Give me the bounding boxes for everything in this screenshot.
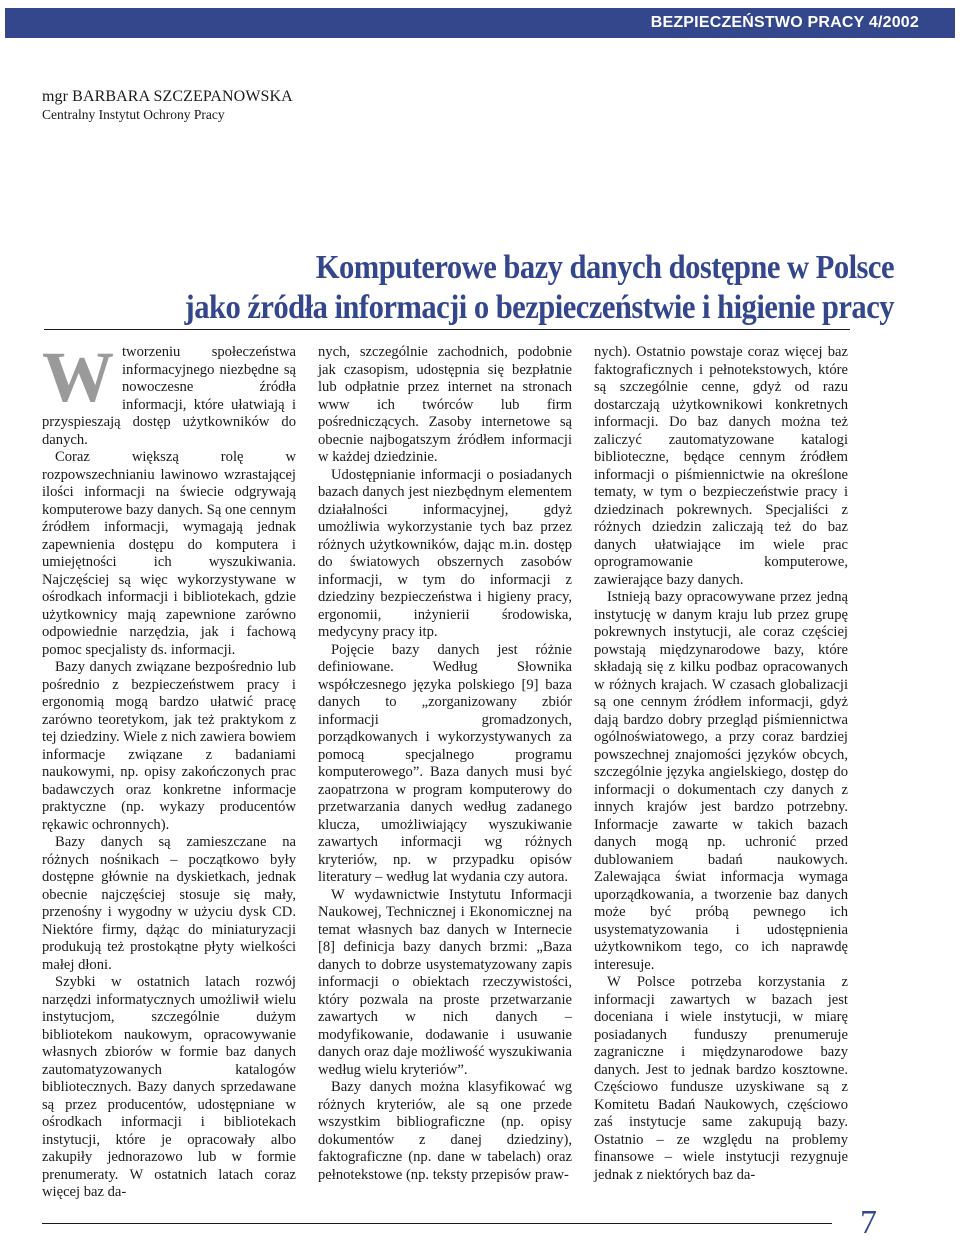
page-number: 7 [860, 1204, 877, 1241]
journal-title: BEZPIECZEŃSTWO PRACY 4/2002 [650, 14, 919, 31]
author-block [42, 88, 293, 123]
article-title [138, 248, 894, 328]
text-column-1 [42, 337, 296, 1202]
title-divider [44, 329, 850, 330]
paragraph-text: tworzeniu społeczeństwa informacyjnego niezbędne są nowoczesne źródła informacji, które ułatwiają i przyspieszają dostęp użytkowników do danych. [42, 344, 296, 448]
paragraph: Pojęcie bazy danych jest różnie definiowane. Według Słownika współczesnego języka polskiego [9] baza danych to „zorganizowany zbiór informacji gromadzonych, porządkowanych i wykorzystywanych za pomocą specjalnego programu komputerowego”. Baza danych musi być zaopatrzona w program komputerowy do przetwarzania danych według zadanego klucza, umożliwiający wyszukiwanie zawartych informacji wg różnych kryteriów, np. w przypadku opisów literatury – według lat wydania czy autora. [318, 641, 572, 885]
drop-cap: W [42, 337, 114, 417]
article-title-line1: Komputerowe bazy danych dostępne w Polsce [315, 249, 894, 286]
paragraph: Coraz większą rolę w rozpowszechnianiu lawinowo wzrastającej ilości informacji na świecie odgrywają komputerowe bazy danych. Są one cennym źródłem informacji, wymagają jednak zapewnienia dostępu do komputera i umiejętności ich wyszukiwania. Najczęściej są więc wykorzystywane w ośrodkach informacji i bibliotekach, gdzie użytkownicy mają zapewnione zarówno odpowiednie narzędzia, jak i fachową pomoc specjalisty ds. informacji. [42, 449, 296, 658]
footer-divider [42, 1223, 832, 1224]
paragraph [42, 337, 296, 449]
author-name: mgr BARBARA SZCZEPANOWSKA [42, 88, 293, 105]
paragraph: Bazy danych związane bezpośrednio lub pośrednio z bezpieczeństwem pracy i ergonomią mogą bardzo ułatwić pracę zarówno teoretykom, jak też praktykom z tej dziedziny. Wiele z nich zawiera bowiem informacje związane z badaniami naukowymi, np. opisy zakończonych prac badawczych oraz konkretne informacje praktyczne (np. wykazy producentów rękawic ochronnych). [42, 659, 296, 833]
paragraph: Bazy danych można klasyfikować wg różnych kryteriów, ale są one przede wszystkim bibliograficzne (np. opisy dokumentów z danej dziedziny), faktograficzne (np. dane w tabelach) oraz pełnotekstowe (np. teksty przepisów praw- [318, 1079, 572, 1183]
text-column-3 [594, 344, 848, 1184]
paragraph: Istnieją bazy opracowywane przez jedną instytucję w danym kraju lub przez grupę pokrewnych instytucji, ale coraz częściej powstają międzynarodowe bazy, które składają się z kilku podbaz opracowanych w różnych krajach. W czasach globalizacji są one cennym źródłem informacji, gdyż dają bardzo dobry przegląd piśmiennictwa ogólnoświatowego, a przy coraz bardziej powszechnej znajomości języków obcych, szczególnie języka angielskiego, dostęp do informacji o dokumentach czy danych z innych krajów jest bardzo potrzebny. Informacje zawarte w takich bazach danych mogą np. uchronić przed dublowaniem badań naukowych. Zalewająca świat informacja wymaga uporządkowania, a tworzenie baz danych może być próbą pewnego ich usystematyzowania i udostępnienia użytkownikom tego, co ich naprawdę interesuje. [594, 589, 848, 973]
paragraph: Szybki w ostatnich latach rozwój narzędzi informatycznych umożliwił wielu instytucjom, szczególnie dużym bibliotekom naukowym, opracowywanie własnych zbiorów w formie baz danych zautomatyzowanych katalogów bibliotecznych. Bazy danych sprzedawane są przez producentów, udostępniane w ośrodkach informacji i bibliotekach instytucji, które je opracowały albo zakupiły jednorazowo lub w formie prenumeraty. W ostatnich latach coraz więcej baz da- [42, 974, 296, 1200]
text-column-2 [318, 344, 572, 1184]
paragraph: W Polsce potrzeba korzystania z informacji zawartych w bazach jest doceniana i wiele instytucji, w miarę posiadanych funduszy prenumeruje zagraniczne i międzynarodowe bazy danych. Jest to jednak bardzo kosztowne. Częściowo fundusze uzyskiwane są z Komitetu Badań Naukowych, częściowo zaś instytucje same zakupują bazy. Ostatnio – ze względu na problemy finansowe – wiele instytucji rezygnuje jednak z niektórych baz da- [594, 974, 848, 1183]
author-affiliation: Centralny Instytut Ochrony Pracy [42, 107, 225, 122]
paragraph: Bazy danych są zamieszczane na różnych nośnikach – początkowo były dostępne głównie na dyskietkach, jednak obecnie najczęściej stosuje się mały, przenośny i wygodny w użyciu dysk CD. Niektóre firmy, dążąc do miniaturyzacji produkują też prostokątne płyty wielkości małej dłoni. [42, 834, 296, 973]
journal-header [5, 8, 955, 38]
article-title-line2: jako źródła informacji o bezpieczeństwie i higienie pracy [184, 289, 895, 326]
paragraph: nych). Ostatnio powstaje coraz więcej baz faktograficznych i pełnotekstowych, które są szczególnie cenne, gdyż od razu dostarczają użytkownikowi konkretnych informacji. Do baz danych można też zaliczyć zautomatyzowane katalogi biblioteczne, będące cennym źródłem informacji o piśmiennictwie na określone tematy, w tym o bezpieczeństwie pracy i dziedzinach pokrewnych. Specjaliści z różnych dziedzin zaliczają też do baz danych ułatwiające im wiele prac oprogramowanie komputerowe, zawierające bazy danych. [594, 344, 848, 588]
paragraph: W wydawnictwie Instytutu Informacji Naukowej, Technicznej i Ekonomicznej na temat własnych baz danych w Internecie [8] definicja bazy danych brzmi: „Baza danych to dobrze usystematyzowany zapis informacji o obiektach rzeczywistości, który pozwala na proste przetwarzanie zawartych w nich danych – modyfikowanie, dodawanie i usuwanie danych oraz daje możliwość wyszukiwania według wielu kryteriów”. [318, 886, 572, 1078]
paragraph: nych, szczególnie zachodnich, podobnie jak czasopism, udostępnia się bezpłatnie lub odpłatnie przez internet na stronach www ich twórców lub firm pośredniczących. Zasoby internetowe są obecnie najbogatszym źródłem informacji w każdej dziedzinie. [318, 344, 572, 465]
paragraph: Udostępnianie informacji o posiadanych bazach danych jest niezbędnym elementem działalności informacyjnej, gdyż umożliwia wykorzystanie tych baz przez różnych użytkowników, dając m.in. dostęp do światowych obszernych zasobów informacji, w tym do informacji z dziedziny bezpieczeństwa i higieny pracy, ergonomii, inżynierii środowiska, medycyny pracy itp. [318, 466, 572, 640]
